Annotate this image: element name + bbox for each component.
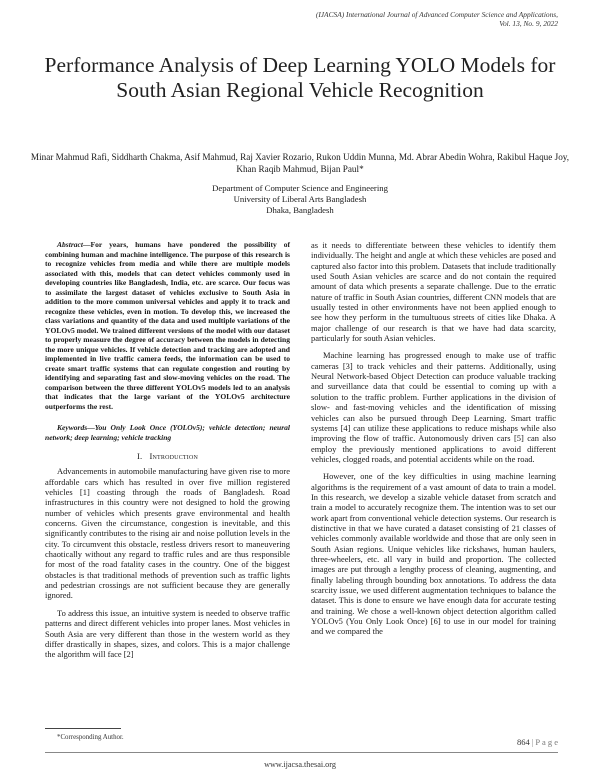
journal-header <box>228 10 558 28</box>
university: University of Liberal Arts Bangladesh <box>233 194 367 204</box>
department: Department of Computer Science and Engineering <box>212 183 388 193</box>
footer-divider <box>45 752 558 753</box>
journal-issue: Vol. 13, No. 9, 2022 <box>499 19 558 28</box>
paragraph: Machine learning has progressed enough to make use of traffic cameras [3] to track vehicles and their patterns. Additionally, using Neural Network-based Object Detection can produce valuable tracking and surveillance data that could be essential to coming up with a solution to the traffic problem. Further applications in the division of slow- and fast-moving vehicles and the identification of missing vehicles can also be pursued through Deep Learning. Smart traffic systems [4] can utilize these applications to reduce mishaps while also improving the flow of traffic. Autonomously driven cars [5] can also employ the previously mentioned applications to avoid different vehicles, clogged roads, and potential accidents while on the road. <box>311 350 556 464</box>
section-number: I. <box>136 451 143 461</box>
abstract <box>45 240 290 411</box>
paragraph: To address this issue, an intuitive system is needed to observe traffic patterns and direct different vehicles into proper lanes. Most vehicles in South Asia are very different than those in the western world as they differ drastically in shapes, sizes, and colors. This is a major challenge the algorithm will face [2] <box>45 607 290 660</box>
paragraph: as it needs to differentiate between these vehicles to identify them individually. The height and angle at which these vehicles are posed and captured also factor into this problem. Datasets that include traditionally used South Asian vehicles are scarce and do not contain the required amount of data which presents a separate challenge. Due to the erratic nature of traffic in South Asian countries, different CNN models that are usually tested in other environments have not been applied enough to see how they perform in the tumultuous streets of cities like Dhaka. A major challenge of our research is that we have had data scarcity, particularly for south Asian vehicles. <box>311 240 556 344</box>
section-heading <box>45 451 290 461</box>
footnote: *Corresponding Author. <box>57 734 124 741</box>
affiliation <box>120 183 480 216</box>
author-list: Minar Mahmud Rafi, Siddharth Chakma, Asif Mahmud, Raj Xavier Rozario, Rukon Uddin Munna, Md. Abrar Abedin Wohra, Rakibul Haque Joy, Khan Raqib Mahmud, Bijan Paul* <box>30 152 570 174</box>
right-column <box>311 240 556 644</box>
journal-url: www.ijacsa.thesai.org <box>264 760 336 769</box>
footnote-divider <box>45 728 121 729</box>
page-number: 864 | P a g e <box>516 737 558 747</box>
page-number-value: 864 <box>516 737 530 747</box>
journal-name: (IJACSA) International Journal of Advanced Computer Science and Applications, <box>315 10 558 19</box>
paragraph: However, one of the key difficulties in using machine learning algorithms is the requirement of a vast amount of data to train a model. In this research, we develop a sizable vehicle dataset from scratch and train a model to accurately recognize them. The intention was to set our work apart from conventional vehicle detection systems. Our research is distinctive in that we have curated a dataset consisting of 21 classes of vehicles commonly available worldwide and those that are only seen in South Asian regions. Unique vehicles like rickshaws, human haulers, three-wheelers, etc. all vary in build and proportion. The collected images are put through a lengthy process of cleaning, augmenting, and finally labeling through bounding box annotations. To address the data scarcity issue, we used different augmentation techniques to balance the dataset. This is done to ensure we have enough data for accurate testing and training. We chose a well-known object detection algorithm called YOLOv5 (You Only Look Once) [6] to use in our model for training and we compared the <box>311 471 556 637</box>
paper-title: Performance Analysis of Deep Learning YOLO Models for South Asian Regional Vehicle Recognition <box>44 53 556 102</box>
page-label: P a g e <box>535 737 558 747</box>
section-title: Introduction <box>149 451 199 461</box>
city: Dhaka, Bangladesh <box>266 205 334 215</box>
abstract-lead: Abstract <box>57 240 83 249</box>
keywords-text: You Only Look Once (YOLOv5); vehicle detection; neural network; deep learning; vehicle tracking <box>45 423 290 442</box>
keywords <box>45 423 290 442</box>
paragraph: Advancements in automobile manufacturing have given rise to more affordable cars which has resulted in over five million registered vehicles [1] coasting through the roads of Bangladesh. Road infrastructures in this country were not designed to hold the growing number of vehicles which presents grave environmental and health concerns. Given the circumstance, congestion is inevitable, and this significantly contributes to the rising air and noise pollution levels in the city. To circumvent this obstacle, restless drivers resort to maneuvering chaotically without any regard to traffic rules and are thus responsible for most of the road fatality cases in the country. One of the biggest obstacles is that traditional methods of prevention such as traffic lights and pedestrian crossings are not sufficient because they are generally ignored. <box>45 466 290 601</box>
abstract-text: —For years, humans have pondered the possibility of combining human and machine intelligence. The purpose of this research is to recognize vehicles from media and while there are multiple models associated with this, models that can detect vehicles commonly used in developing countries like Bangladesh, India, etc. are scarce. Our focus was to assimilate the largest dataset of vehicles exclusive to South Asia in addition to the more common universal vehicles and apply it to track and recognize these vehicles, even in motion. To develop this, we increased the class variations and quantity of the data and used multiple variations of the YOLOv5 model. We trained different versions of the model with our dataset to properly measure the degree of accuracy between the models in detecting the more unique vehicles. If vehicle detection and tracking are adopted and implemented in live traffic camera feeds, the information can be used to create smart traffic systems that can regulate congestion and routing by identifying and separating fast and slow-moving vehicles on the road. The comparison between the three different YOLOv5 models led to an analysis that indicates that the large variant of the YOLOv5 architecture outperforms the rest. <box>45 240 290 411</box>
keywords-lead: Keywords— <box>57 423 95 432</box>
left-column <box>45 240 290 667</box>
